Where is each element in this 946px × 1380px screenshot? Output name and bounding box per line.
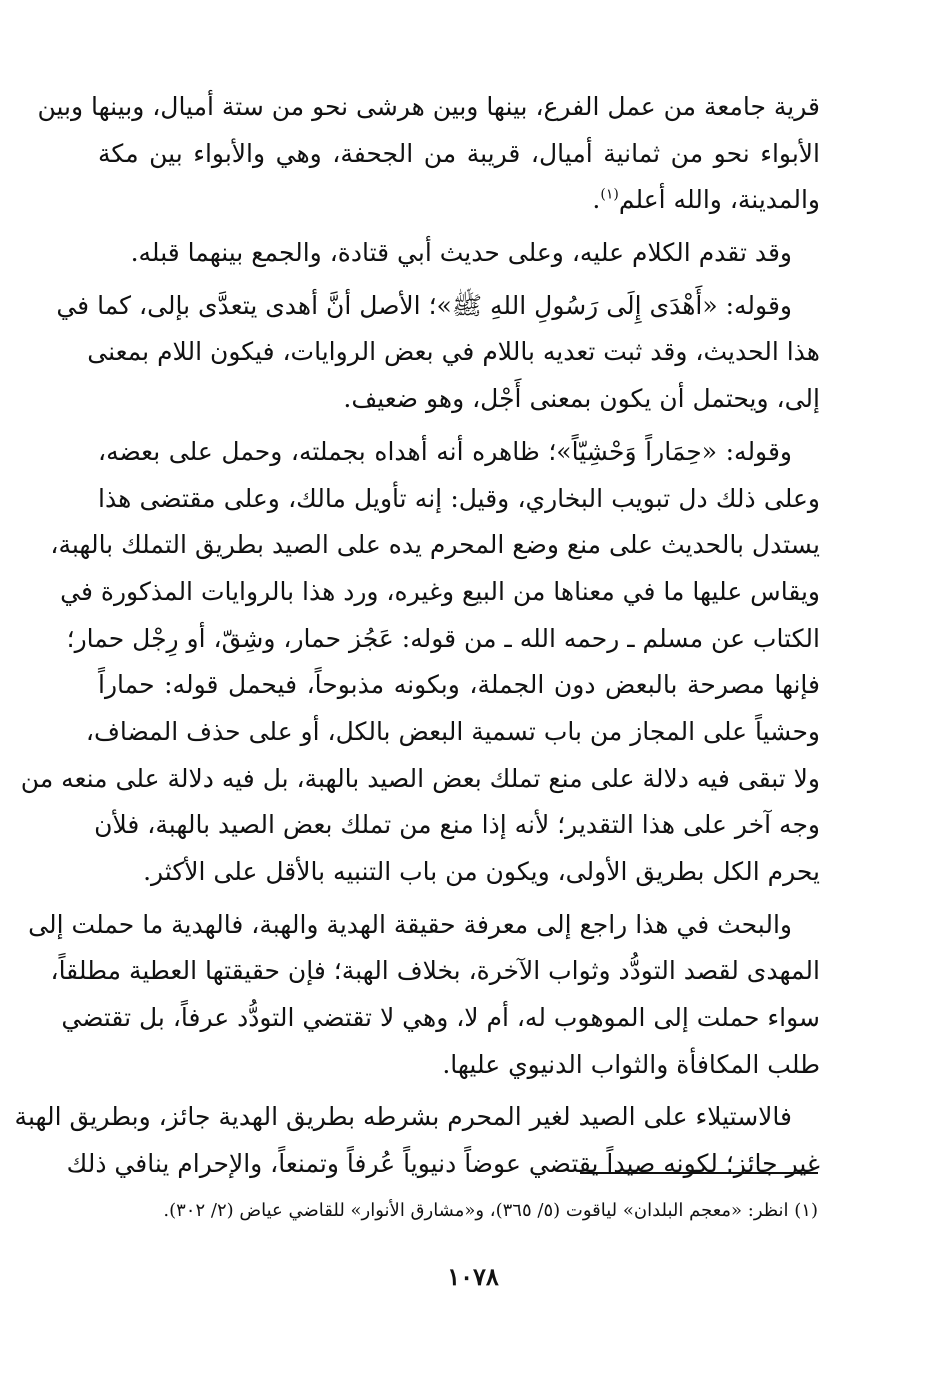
line-text: والمدينة، والله أعلم (618, 185, 820, 215)
text-line: يستدل بالحديث على منع وضع المحرم يده على الصيد بطريق التملك بالهبة، (50, 530, 820, 560)
text-line: والبحث في هذا راجع إلى معرفة حقيقة الهدية والهبة، فالهدية ما حملت إلى (28, 909, 792, 939)
text-line: غير جائز؛ لكونه صيداً يقتضي عوضاً دنيوياً عُرفاً وتمنعاً، والإحرام ينافي ذلك (66, 1149, 820, 1179)
paragraph-5 (28, 902, 820, 1089)
page-number: ١٠٧٨ (447, 1262, 499, 1291)
footnote: (١) انظر: «معجم البلدان» لياقوت (٥/ ٣٦٥)، و«مشارق الأنوار» للقاضي عياض (٢/ ٣٠٢). (163, 1200, 818, 1221)
text-line-last: يحرم الكل بطريق الأولى، ويكون من باب التنبيه بالأقل على الأكثر. (143, 857, 820, 886)
paragraph-3 (56, 283, 820, 423)
text-line: ويقاس عليها ما في معناها من البيع وغيره، ورد هذا بالروايات المذكورة في (60, 576, 820, 606)
line-end: . (592, 185, 601, 215)
text-line: فالاستيلاء على الصيد لغير المحرم بشرطه بطريق الهدية جائز، وبطريق الهبة (14, 1102, 792, 1132)
text-line: المهدى لقصد التودُّد وثواب الآخرة، بخلاف الهبة؛ فإن حقيقتها العطية مطلقاً، (50, 956, 820, 986)
text-line: سواء حملت إلى الموهوب له، أم لا، وهي لا تقتضي التودُّد عرفاً، بل تقتضي (61, 1003, 820, 1033)
text-line-last: إلى، ويحتمل أن يكون بمعنى أَجْل، وهو ضعيف. (343, 384, 820, 414)
main-text (14, 84, 820, 1188)
text-line: الأبواء نحو من ثمانية أميال، قريبة من الجحفة، وهي والأبواء بين مكة (98, 138, 820, 168)
paragraph-2 (98, 230, 820, 277)
footnote-marker[interactable]: (١) (600, 187, 619, 204)
text-line: فإنها مصرحة بالبعض دون الجملة، وبكونه مذبوحاً، فيحمل قوله: حماراً (98, 670, 820, 700)
text-line: وحشياً على المجاز من باب تسمية البعض بالكل، أو على حذف المضاف، (85, 716, 820, 746)
paragraph-1 (37, 84, 820, 224)
text-line: وقوله: «حِمَاراً وَحْشِيّاً»؛ ظاهره أنه أهداه بجملته، وحمل على بعضه، (98, 436, 792, 466)
paragraph-4 (20, 429, 820, 896)
footnote-separator (580, 1172, 818, 1174)
text-line-last: طلب المكافأة والثواب الدنيوي عليها. (442, 1049, 820, 1079)
text-line: وجه آخر على هذا التقدير؛ لأنه إذا منع من تملك بعض الصيد بالهبة، فلأن (94, 810, 820, 840)
text-line: هذا الحديث، وقد ثبت تعديه باللام في بعض الروايات، فيكون اللام بمعنى (87, 337, 820, 367)
text-line: وقوله: «أَهْدَى إِلَى رَسُولِ اللهِ ﷺ»؛ الأصل أنَّ أهدى يتعدَّى بإلى، كما في (56, 290, 792, 320)
text-line: ولا تبقى فيه دلالة على منع تملك بعض الصيد بالهبة، بل فيه دلالة على منعه من (20, 763, 820, 793)
text-line: وعلى ذلك دل تبويب البخاري، وقيل: إنه تأويل مالك، وعلى مقتضى هذا (98, 483, 820, 513)
text-line-last: وقد تقدم الكلام عليه، وعلى حديث أبي قتادة، والجمع بينهما قبله. (130, 238, 792, 268)
text-line: الكتاب عن مسلم ـ رحمه الله ـ من قوله: عَجُز حمار، وشِقّ، أو رِجْل حمار؛ (66, 623, 820, 653)
text-line-last (98, 177, 820, 224)
text-line: قرية جامعة من عمل الفرع، بينها وبين هرشى نحو من ستة أميال، وبينها وبين (37, 92, 820, 121)
